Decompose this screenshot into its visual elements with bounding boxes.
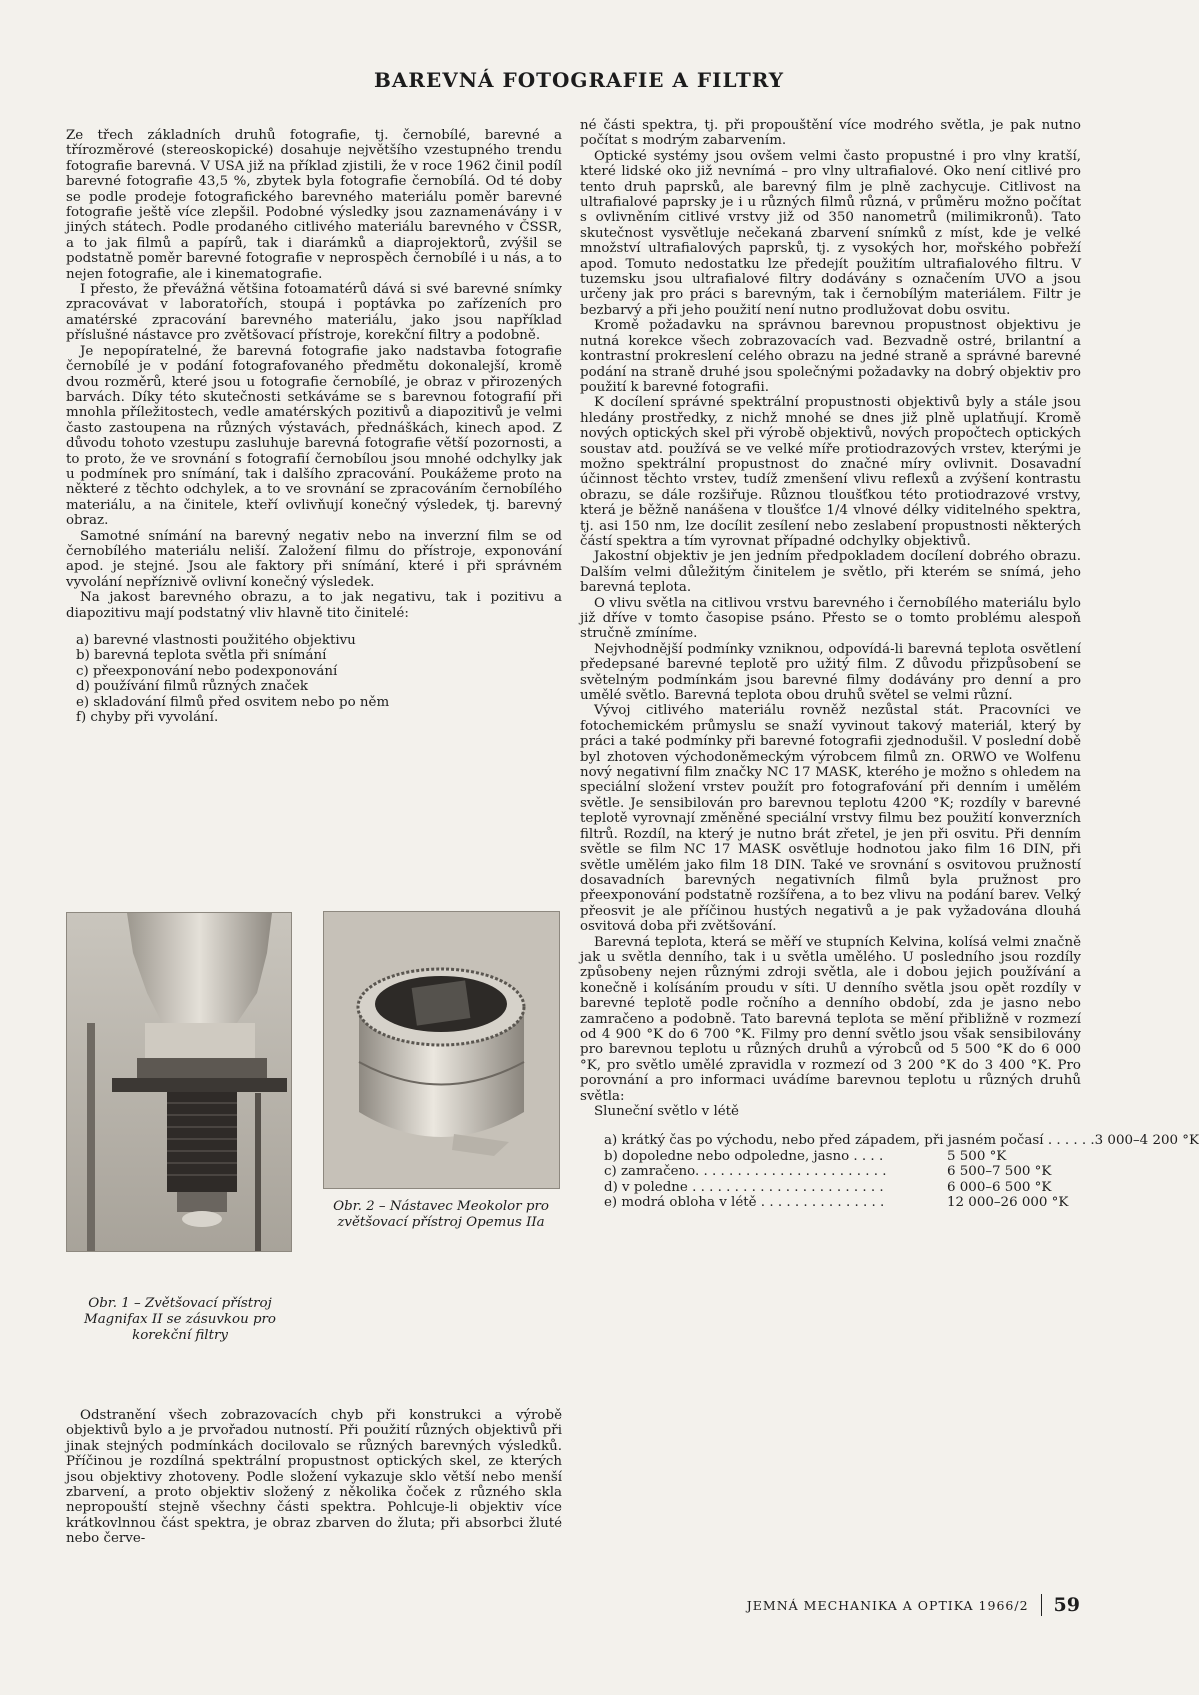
list-item: c) přeexponování nebo podexponování bbox=[76, 663, 338, 679]
figure-1-enlarger-photo bbox=[66, 912, 292, 1252]
paragraph: I přesto, že převážná většina fotoamatérů dává si své barevné snímky zpracovávat v laboratořích, stoupá i poptávka po zařízeních pro amatérské zpracování barevného materiálu, jako jsou například příslušné nástavce pro zvětšovací přístroje, korekční filtry a podobně. bbox=[66, 282, 562, 344]
figure-2-meokolor-photo bbox=[323, 911, 560, 1189]
paragraph: Ze třech základních druhů fotografie, tj. černobílé, barevné a třírozměrové (stereoskopické) dosahuje největšího vzestupného trendu fotografie barevná. V USA již na příklad zjistili, že v roce 1962 činil podíl barevné fotografie 43,5 %, zbytek byla fotografie černobílá. Od té doby se podle prodeje fotografického barevného materiálu poměr barevné fotografie ještě více zlepšil. Podobné výsledky jsou zaznamenávány i v jiných státech. Podle prodaného citlivého materiálu barevného v ČSSR, a to jak filmů a papírů, tak i diarámků a diaprojektorů, zvýšil se podstatně poměr barevné fotografie v neprospěch černobílé i u nás, a to nejen fotografie, ale i kinematografie. bbox=[66, 128, 562, 282]
table-row bbox=[580, 1195, 1081, 1210]
paragraph: Jakostní objektiv je jen jedním předpokladem docílení dobrého obrazu. Dalším velmi důležitým činitelem je světlo, při kterém se snímá, jeho barevná teplota. bbox=[580, 549, 1081, 596]
list-item: e) skladování filmů před osvitem nebo po něm bbox=[76, 694, 390, 710]
table-cell-label: c) zamračeno. . . . . . . . . . . . . . . . . . . . . . . bbox=[604, 1164, 887, 1180]
paragraph: Odstranění všech zobrazovacích chyb při konstrukci a výrobě objektivů bylo a je prvořadou nutností. Při použití různých objektivů při jinak stejných podmínkách docilovalo se různých barevných výsledků. Příčinou je rozdílná spektrální propustnost optických skel, ze kterých jsou objektivy zhotoveny. Podle složení vykazuje sklo větší nebo menší zbarvení, a proto objektiv složený z několika čoček z různého skla nepropouští stejně všechny části spektra. Pohlcuje-li objektiv více krátkovlnnou část spektra, je obraz zbarven do žluta; při absorbci žluté nebo červe- bbox=[66, 1408, 562, 1547]
table-cell-label: e) modrá obloha v létě . . . . . . . . . . . . . . . bbox=[604, 1194, 885, 1210]
page-footer bbox=[740, 1592, 1080, 1618]
table-cell-label: b) dopoledne nebo odpoledne, jasno . . . . bbox=[604, 1148, 884, 1164]
footer-divider bbox=[1041, 1594, 1042, 1616]
factors-list bbox=[76, 633, 562, 725]
right-column bbox=[580, 118, 1199, 1210]
bottom-left-column bbox=[66, 1408, 562, 1547]
paragraph: Vývoj citlivého materiálu rovněž nezůstal stát. Pracovníci ve fotochemickém průmyslu se snaží vyvinout takový materiál, který by práci a také podmínky při barevné fotografii zjednodušil. V poslední době byl zhotoven východoněmeckým výrobcem filmů zn. ORWO ve Wolfenu nový negativní film značky NC 17 MASK, kterého je možno s ohledem na speciální složení vrstev použít pro fotografování při denním i umělém světle. Je sensibilován pro barevnou teplotu 4200 °K; rozdíly v barevné teplotě vyrovnají změněné speciální vrstvy filmu bez použití konverzních filtrů. Rozdíl, na který je nutno brát zřetel, je jen při osvitu. Při denním světle se film NC 17 MASK osvětluje hodnotou jako film 16 DIN, při světle umělém jako film 18 DIN. Také ve srovnání s osvitovou pružností dosavadních barevných negativních filmů byla pružnost pro přeexponování podstatně rozšířena, a to bez vlivu na podání barev. Velký přeosvit je ale příčinou hustých negativů a je pak vyžadována dlouhá osvitová doba při zvětšování. bbox=[580, 703, 1081, 935]
table-row bbox=[580, 1164, 1081, 1179]
table-cell-label: a) krátký čas po východu, nebo před západem, při jasném počasí . . . . . . bbox=[604, 1133, 1095, 1149]
paragraph: Optické systémy jsou ovšem velmi často propustné i pro vlny kratší, které lidské oko již nevnímá – pro vlny ultrafialové. Oko není citlivé pro tento druh paprsků, ale barevný film je plně zachycuje. Citlivost na ultrafialové paprsky je i u různých filmů různá, v průměru možno počítat s ovlivněním citlivé vrstvy již od 350 nanometrů (milimikronů). Tato skutečnost vysvětluje nečekaná zbarvení snímků z míst, kde je velké množství ultrafialových paprsků, tj. z vysokých hor, mořského pobřeží apod. Tomuto nedostatku lze předejít použitím ultrafialového filtru. V tuzemsku jsou ultrafialové filtry dodávány s označením UVO a jsou určeny jak pro práci s barevným, tak i černobílým materiálem. Filtr je bezbarvý a při jeho použití není nutno prodlužovat dobu osvitu. bbox=[580, 148, 1081, 318]
table-cell-value: 5 500 °K bbox=[947, 1148, 1007, 1164]
meokolor-illustration bbox=[324, 912, 559, 1188]
paragraph: K docílení správné spektrální propustnosti objektivů byly a stále jsou hledány prostředky, z nichž mnohé se dnes již plně uplatňují. Kromě nových optických skel při výrobě objektivů, nových propočtech optických soustav atd. používá se ve velké míře protiodrazových vrstev, kterými je možno spektrální propustnost do značné míry ovlivnit. Dosavadní účinnost těchto vrstev, tudíž zmenšení vlivu reflexů a zvýšení kontrastu obrazu, se dále rozšiřuje. Různou tloušťkou této protiodrazové vrstvy, která je běžně nanášena v tloušťce 1/4 vlnové délky viditelného spektra, tj. asi 150 nm, lze docílit zesílení nebo zeslabení propustnosti některých částí spektra a tím vyrovnat případné odchylky objektivů. bbox=[580, 395, 1081, 549]
journal-name: JEMNÁ MECHANIKA A OPTIKA 1966/2 bbox=[746, 1597, 1029, 1613]
list-item: b) barevná teplota světla při snímání bbox=[76, 648, 327, 664]
figure-2-caption: Obr. 2 – Nástavec Meokolor pro zvětšovací přístroj Opemus IIa bbox=[333, 1199, 549, 1230]
table-cell-value: 3 000–4 200 °K bbox=[1094, 1133, 1199, 1149]
page-number: 59 bbox=[1053, 1594, 1080, 1616]
paragraph: Samotné snímání na barevný negativ nebo na inverzní film se od černobílého materiálu neliší. Založení filmu do přístroje, exponování apod. je stejné. Jsou ale faktory při snímání, které i při správném vyvolání nepříznivě ovlivní konečný výsledek. bbox=[66, 528, 562, 590]
enlarger-illustration bbox=[67, 913, 291, 1251]
paragraph: Kromě požadavku na správnou barevnou propustnost objektivu je nutná korekce všech zobrazovacích vad. Bezvadně ostré, brilantní a kontrastní prokreslení celého obrazu na jedné straně a správné barevné podání na straně druhé jsou společnými požadavky na dobrý objektiv pro použití k barevné fotografii. bbox=[580, 318, 1081, 395]
table-row bbox=[580, 1149, 1081, 1164]
paragraph: Je nepopíratelné, že barevná fotografie jako nadstavba fotografie černobílé je v podání fotografovaného předmětu dokonalejší, kromě dvou rozměrů, které jsou u fotografie černobílé, je obraz v přirozených barvách. Díky této skutečnosti setkáváme se s barevnou fotografií při mnohla příležitostech, vedle amatérských pozitivů a diapozitivů je velmi často zastoupena na různých výstavách, přednáškách, kinech apod. Z důvodu tohoto vzestupu zasluhuje barevná fotografie větší pozornosti, a to proto, že ve srovnání s fotografií černobílou jsou mnohé odchylky jak u podmínek pro snímání, tak i dalšího zpracování. Poukážeme proto na některé z těchto odchylek, a to ve srovnání se zpracováním černobílého materiálu, a na činitele, kteří ovlivňují konečný výsledek, tj. barevný obraz. bbox=[66, 343, 562, 529]
paragraph: né části spektra, tj. při propouštění více modrého světla, je pak nutno počítat s modrým zabarvením. bbox=[580, 118, 1081, 149]
figure-1-caption: Obr. 1 – Zvětšovací přístroj Magnifax II se zásuvkou pro korekční filtry bbox=[83, 1296, 276, 1343]
table-row bbox=[580, 1180, 1081, 1195]
color-temperature-table bbox=[580, 1133, 1199, 1210]
list-item: a) barevné vlastnosti použitého objektivu bbox=[76, 633, 356, 648]
table-cell-label: d) v poledne . . . . . . . . . . . . . . . . . . . . . . . bbox=[604, 1179, 884, 1195]
table-cell-value: 6 500–7 500 °K bbox=[947, 1164, 1052, 1180]
paragraph: Barevná teplota, která se měří ve stupních Kelvina, kolísá velmi značně jak u světla denního, tak i u světla umělého. U posledního jsou rozdíly způsobeny nejen různými zdroji světla, ale i dobou jejich používání a konečně i kolísáním proudu v síti. U denního světla jsou opět rozdíly v barevné teplotě podle ročního a denního období, zda je jasno nebo zamračeno a podobně. Tato barevná teplota se mění přibližně v rozmezí od 4 900 °K do 6 700 °K. Filmy pro denní světlo jsou však sensibilovány pro barevnou teplotu u různých druhů a výrobců od 5 500 °K do 6 000 °K, pro světlo umělé zpravidla v rozmezí od 3 200 °K do 3 400 °K. Pro porovnání a pro informaci uvádíme barevnou teplotu u různých druhů světla: bbox=[580, 934, 1081, 1104]
list-item: d) používání filmů různých značek bbox=[76, 679, 309, 695]
left-column bbox=[66, 128, 562, 725]
table-row bbox=[580, 1133, 1199, 1149]
table-cell-value: 12 000–26 000 °K bbox=[947, 1194, 1069, 1210]
paragraph: Na jakost barevného obrazu, a to jak negativu, tak i pozitivu a diapozitivu mají podstatný vliv hlavně tito činitelé: bbox=[66, 590, 562, 621]
table-cell-value: 6 000–6 500 °K bbox=[947, 1179, 1052, 1195]
sunlight-heading: Sluneční světlo v létě bbox=[594, 1104, 739, 1119]
article-title: BAREVNÁ FOTOGRAFIE A FILTRY bbox=[373, 68, 785, 92]
paragraph: Nejvhodnější podmínky vzniknou, odpovídá-li barevná teplota osvětlení předepsané barevné teplotě pro užitý film. Z důvodu přizpůsobení se světelným podmínkám jsou barevné filmy dodávány pro denní a pro umělé světlo. Barevná teplota obou druhů světel se velmi různí. bbox=[580, 641, 1081, 704]
paragraph: O vlivu světla na citlivou vrstvu barevného i černobílého materiálu bylo již dříve v tomto časopise psáno. Přesto se o tomto problému alespoň stručně zmíníme. bbox=[580, 595, 1081, 642]
list-item: f) chyby při vyvolání. bbox=[76, 710, 219, 726]
